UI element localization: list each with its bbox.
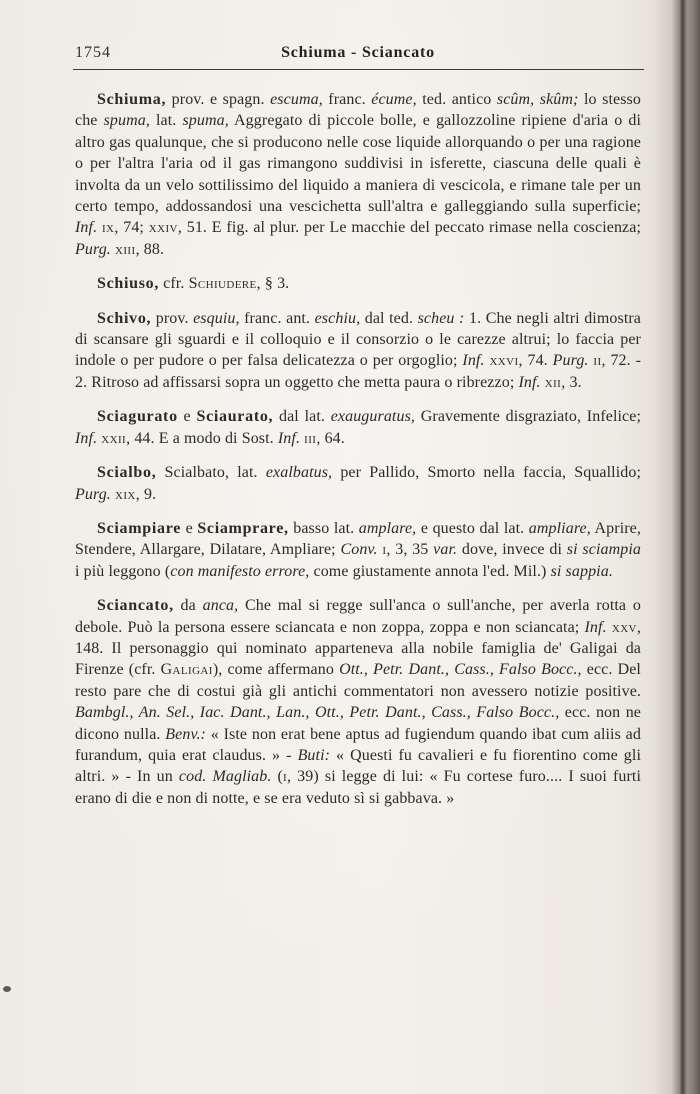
entry-text-run: cod. Magliab. <box>178 768 272 786</box>
entry-text-run: Ott., Petr. Dant., Cass., Falso Bocc., <box>339 661 582 679</box>
entry-text-run: dal ted. <box>360 309 418 327</box>
entry-text-run: Galigai <box>160 661 213 679</box>
entry-text-run: « Questi fu cavalieri e fu fiorentino come gli altri. » - In un <box>75 746 641 786</box>
entry-text-run: xiii <box>115 240 136 258</box>
entry-text-run: , 3. <box>561 373 582 391</box>
entry-text-run: 1. Che negli altri dimostra di scansare gli sguardi e il colloquio e il consorzio o le carezze altrui; lo faccia per indole o per pudore o per falsa delicatezza o per orgoglio; <box>75 309 641 370</box>
entry-text-run: dove, invece di <box>457 541 567 559</box>
entry-text-run: e <box>177 408 197 426</box>
entry-text-run: basso lat. <box>288 519 359 537</box>
dictionary-entry <box>75 273 641 294</box>
entry-text-run: Inf. <box>462 352 485 370</box>
entry-text-run: spuma, <box>182 112 229 130</box>
entry-text-run: xxiv <box>148 219 178 237</box>
entry-text-run: ), come affermano <box>212 661 340 679</box>
entry-text-run: Purg. <box>552 352 589 370</box>
dictionary-entry <box>75 406 641 449</box>
entry-text-run: Benv.: <box>165 725 206 743</box>
entry-headword: Sciagurato <box>97 408 178 426</box>
entry-text-run: ted. antico <box>416 91 497 108</box>
entry-text-run: Bambgl., An. Sel., Iac. Dant., Lan., Ott., Petr. Dant., Cass., Falso Bocc., <box>75 704 560 722</box>
entry-text-run: prov. e spagn. <box>166 91 271 108</box>
entry-text-run: spuma, <box>103 112 150 130</box>
entry-text-run: con manifesto errore, <box>170 562 310 580</box>
dictionary-entries <box>75 82 641 822</box>
entry-text-run: i <box>382 541 387 559</box>
entry-text-run: ecc. non ne dicono nulla. <box>75 704 642 743</box>
entry-text-run: scûm, skûm; <box>496 91 579 108</box>
entry-text-run: Inf. <box>75 219 98 237</box>
entry-text-run: ( <box>271 768 283 786</box>
entry-text-run: var. <box>433 541 458 559</box>
entry-text-run: ecc. Del resto pare che di costui già gli antichi commentatori non avessero notizie positive. <box>75 661 641 700</box>
entry-headword: Sciancato, <box>97 597 174 615</box>
entry-text-run: scheu : <box>417 309 465 327</box>
entry-text-run: , 72. - 2. Ritroso ad affissarsi sopra un oggetto che metta paura o ribrezzo; <box>75 352 642 391</box>
dictionary-entry <box>75 89 641 260</box>
entry-text-run: xxv <box>611 618 637 636</box>
entry-text-run: Che mal si regge sull'anca o sull'anche, per averla rotta o debole. Può la persona essere sciancata e non zoppa, zoppa e non sciancata; <box>75 597 641 636</box>
entry-headword: Schiuso, <box>97 275 160 293</box>
entry-text-run: xxvi <box>489 352 519 370</box>
entry-headword: Schiuma, <box>97 91 167 108</box>
entry-text-run: , 74. <box>518 352 553 370</box>
entry-text-run: Purg. <box>75 485 111 503</box>
entry-text-run: Schiudere <box>188 275 257 293</box>
entry-text-run: ii <box>593 352 602 370</box>
entry-text-run: Inf. <box>75 429 98 447</box>
dictionary-entry <box>75 462 641 505</box>
entry-text-run: Scialbato, lat. <box>156 464 266 482</box>
entry-text-run: Aprire, Stendere, Allargare, Dilatare, Ampliare; <box>75 519 641 559</box>
dictionary-entry <box>75 518 641 582</box>
entry-text-run: , 74; <box>114 219 149 237</box>
entry-text-run: e questo dal lat. <box>416 519 529 537</box>
entry-text-run: Inf. <box>584 618 607 636</box>
entry-text-run: da <box>173 597 203 615</box>
page-edge-shadow <box>654 0 700 1094</box>
entry-headword: Sciaurato, <box>196 408 274 426</box>
entry-text-run: , 51. E fig. al plur. per Le macchie del peccato rimase nella coscienza; <box>177 219 641 237</box>
entry-text-run: dal lat. <box>273 408 331 426</box>
entry-text-run: lo stesso che <box>75 91 641 130</box>
entry-text-run: « Iste non erat bene aptus ad fugiendum quando ibat cum aliis ad furandum, quia erat claudus. » - <box>75 725 641 764</box>
entry-text-run: exalbatus, <box>265 464 333 482</box>
entry-text-run: si sciampia <box>566 541 641 559</box>
entry-text-run: i <box>282 768 288 786</box>
entry-text-run: xxii <box>101 429 127 447</box>
entry-text-run: prov. <box>151 309 194 327</box>
running-title: Schiuma - Sciancato <box>281 44 435 61</box>
entry-headword: Sciampiare <box>97 519 182 537</box>
entry-text-run: , 88. <box>135 240 165 258</box>
dictionary-entry <box>75 595 641 809</box>
entry-text-run: Purg. <box>75 240 111 258</box>
entry-text-run: , 148. Il personaggio qui nominato apparteneva alla nobile famiglia de' Galigai da Firenze (cfr. <box>75 618 641 679</box>
entry-text-run: Inf. <box>518 373 541 391</box>
entry-text-run: Conv. <box>340 541 378 559</box>
entry-text-run: écume, <box>371 91 417 108</box>
entry-text-run: Buti: <box>297 746 331 764</box>
entry-text-run: cfr. <box>159 275 189 293</box>
entry-headword: Sciamprare, <box>197 519 289 537</box>
entry-text-run: , § 3. <box>256 275 290 293</box>
entry-text-run: lat. <box>149 112 183 130</box>
entry-text-run: exauguratus, <box>330 408 416 426</box>
entry-text-run: Aggregato di piccole bolle, e gallozzoline ripiene d'aria o di altro gas qualunque, che si producono nelle cose liquide allorquando o per una ragione o per l'altra l'aria od il gas rimangono suddivisi in isferette, ciascuna delle quali è involta da un velo sottilissimo del liquido a maniera di vescicola, e rimane tale per un certo tempo, addossandosi una vescichetta sull'altra e galleggiando sulla superficie; <box>75 112 641 216</box>
entry-text-run: anca, <box>202 597 239 615</box>
entry-text-run: ix <box>101 219 115 237</box>
entry-text-run: eschiu, <box>314 309 361 327</box>
entry-text-run: , 9. <box>135 485 157 503</box>
entry-text-run: i più leggono ( <box>75 562 171 580</box>
entry-text-run: e <box>181 519 198 537</box>
entry-text-run: si sappia. <box>550 562 613 580</box>
entry-text-run: Inf. <box>277 429 301 447</box>
entry-text-run: come giustamente annota l'ed. Mil.) <box>309 562 551 580</box>
header-rule <box>73 69 644 70</box>
ink-spot <box>3 986 11 992</box>
entry-text-run: franc. <box>322 91 372 108</box>
entry-text-run: , 39) si legge di lui: « Fu cortese furo.... I suoi furti erano di die e non di notte, e se era veduto sì si gabbava. » <box>75 768 641 807</box>
entry-text-run: per Pallido, Smorto nella faccia, Squallido; <box>332 464 641 482</box>
entry-text-run: amplare, <box>358 519 417 537</box>
entry-text-run: , 3, 35 <box>386 541 434 559</box>
dictionary-entry <box>75 308 641 394</box>
page-header <box>75 44 641 66</box>
entry-text-run: , 44. E a modo di Sost. <box>126 429 278 447</box>
page-number: 1754 <box>75 44 111 61</box>
entry-text-run: iii <box>304 429 317 447</box>
entry-text-run: Gravemente disgraziato, Infelice; <box>415 408 641 426</box>
entry-headword: Scialbo, <box>97 464 157 482</box>
entry-text-run: , 64. <box>316 429 345 447</box>
entry-headword: Schivo, <box>97 309 152 327</box>
entry-text-run: esquiu, <box>193 309 240 327</box>
entry-text-run: escuma, <box>270 91 323 108</box>
entry-text-run: xii <box>544 373 562 391</box>
entry-text-run: ampliare, <box>528 519 591 537</box>
entry-text-run: xix <box>115 485 136 503</box>
entry-text-run: franc. ant. <box>239 309 315 327</box>
